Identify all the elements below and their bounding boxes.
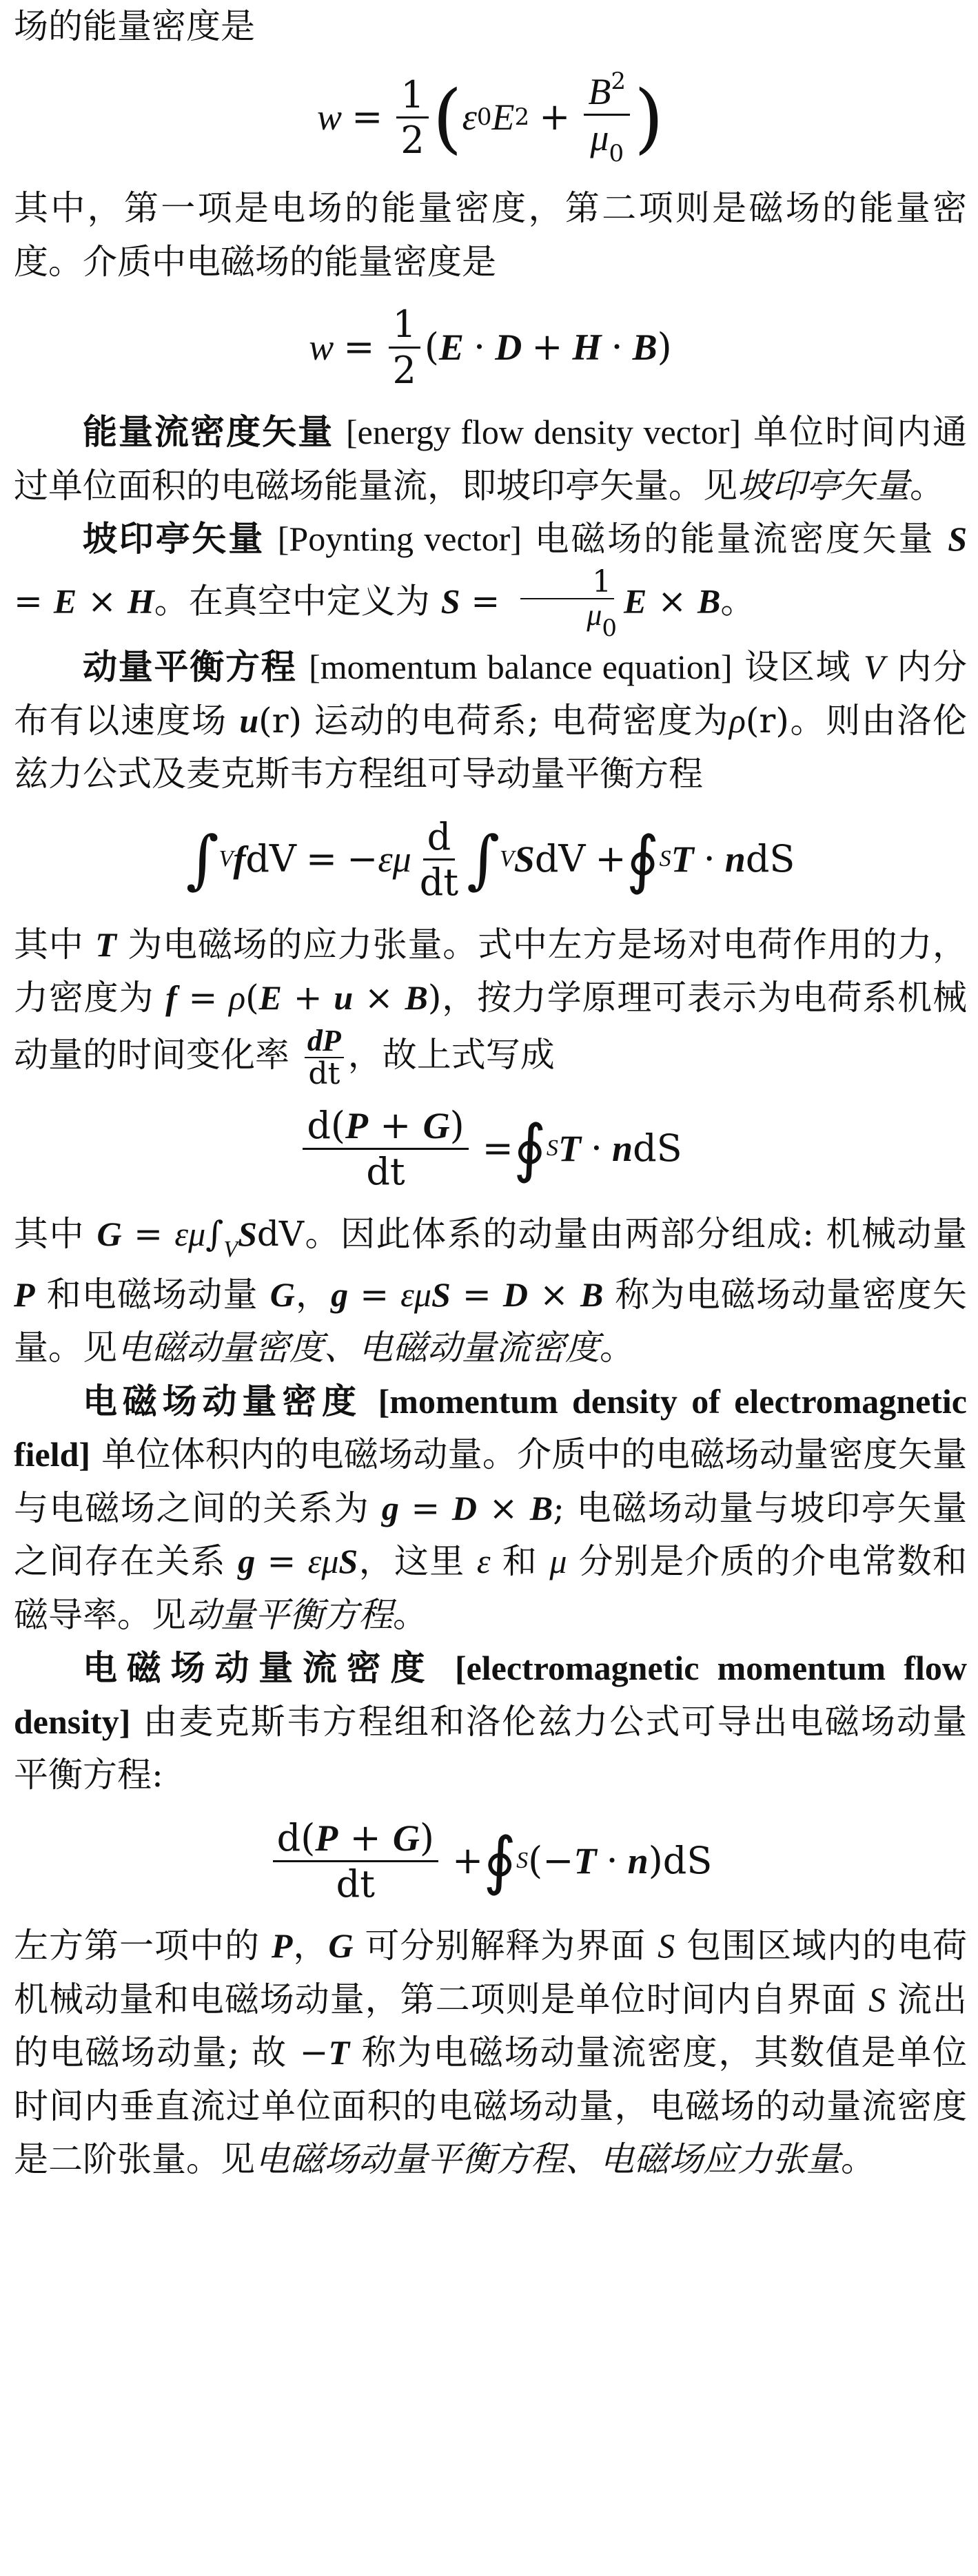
- entry-energy-flow-density-vector: 能量流密度矢量 [energy flow density vector] 单位时间内通过单位面积的电磁场能量流，即坡印亭矢量。见坡印亭矢量。: [14, 412, 968, 506]
- entry-term: 电磁场动量密度: [83, 1381, 362, 1421]
- equation-momentum-balance: ∫ V f dV = − ε μ $\frac{d}{dt}$ ∫ V S dV + ∮ S T · n dS: [185, 814, 795, 905]
- entry-term: 电磁场动量流密度: [83, 1648, 435, 1689]
- paragraph-5: 左方第一项中的 P，G 可分别解释为界面 S 包围区域内的电荷机械动量和电磁场动量，第二项则是单位时间内自界面 S 流出的电磁场动量; 故 −T 称为电磁场动量流密度，其数值是单位时间内垂直流过单位面积的电磁场动量，电磁场的动量流密度是二阶张量。见电磁场动量平衡方程、电磁场应力张量。: [14, 1926, 968, 2180]
- entry-english-term: [energy flow density vector]: [346, 413, 742, 452]
- cross-reference: 电磁动量密度、电磁动量流密度: [117, 1328, 600, 1368]
- paragraph-2: 其中，第一项是电场的能量密度，第二项则是磁场的能量密度。介质中电磁场的能量密度是: [14, 188, 967, 282]
- entry-english-term: [momentum density of electromagnetic field]: [14, 1381, 967, 1474]
- entry-poynting-vector: 坡印亭矢量 [Poynting vector] 电磁场的能量流密度矢量 S = E × H。在真空中定义为 S = $\frac{1}{\mu_0}$ E × B。: [14, 519, 967, 642]
- equation-em-momentum-balance: $\frac{d(P + G)}{dt}$ + ∮ S ( − T · n ) dS: [14, 1817, 967, 1905]
- paragraph-1: 场的能量密度是: [14, 6, 255, 46]
- paragraph-4: 其中 $G = \varepsilon\mu\int_VSdV$。因此体系的动量由两部分组成: 机械动量 P 和电磁场动量 G，g = εμS = D × B 称为电磁场动量密度矢量。见电磁动量密度、电磁动量流密度。: [14, 1213, 967, 1368]
- fraction-half: $\frac{1}{2}$: [396, 74, 428, 161]
- entry-term: 动量平衡方程: [83, 647, 297, 688]
- cross-reference: 动量平衡方程: [186, 1594, 393, 1635]
- entry-electromagnetic-momentum-flow-density: 电磁场动量流密度 [electromagnetic momentum flow density] 由麦克斯韦方程组和洛伦兹力公式可导出电磁场动量平衡方程:: [14, 1648, 968, 1795]
- equation-energy-density-medium: w = $\frac{1}{2}$ ( E · D + H · B ): [309, 302, 672, 392]
- entry-momentum-balance-equation: 动量平衡方程 [momentum balance equation] 设区域 V 内分布有以速度场 u(r) 运动的电荷系; 电荷密度为ρ(r)。则由洛伦兹力公式及麦克斯韦方程组可导动量平衡方程: [14, 647, 967, 794]
- entry-english-term: [electromagnetic momentum flow density]: [14, 1649, 968, 1741]
- equation-energy-density-vacuum: w = $\frac{1}{2}$ ( ε 0 E 2 + $\frac{B^2}{\mu_0}$ ): [317, 67, 664, 167]
- entry-english-term: [momentum balance equation]: [309, 648, 733, 687]
- entry-term: 坡印亭矢量: [83, 519, 265, 559]
- fraction-b-squared: $\frac{B^2}{\mu_0}$: [584, 69, 630, 167]
- cross-reference: 坡印亭矢量: [737, 465, 910, 506]
- fraction-dp-dt: $\frac{dP}{dt}$: [305, 1025, 344, 1090]
- equation-total-momentum: $\frac{d(P + G)}{dt}$ = ∮ S T · n dS: [14, 1105, 967, 1193]
- paragraph-3: 其中 T 为电磁场的应力张量。式中左方是场对电荷作用的力，力密度为 f = ρ(E + u × B)，按力学原理可表示为电荷系机械动量的时间变化率 $\frac{dP}{dt}$ ，故上式写成: [14, 924, 968, 1091]
- entry-term: 能量流密度矢量: [83, 412, 334, 453]
- entry-english-term: [Poynting vector]: [277, 519, 522, 559]
- cross-reference: 电磁场动量平衡方程、电磁场应力张量: [255, 2139, 841, 2180]
- fraction-one-over-mu0: $\frac{1}{\mu_0}$: [515, 566, 620, 641]
- entry-electromagnetic-momentum-density: 电磁场动量密度 [momentum density of electromagnetic field] 单位体积内的电磁场动量。介质中的电磁场动量密度矢量与电磁场之间的关系为 g = D × B; 电磁场动量与坡印亭矢量之间存在关系 g = εμS，这里 ε 和 μ 分别是介质的介电常数和磁导率。见动量平衡方程。: [14, 1381, 967, 1635]
